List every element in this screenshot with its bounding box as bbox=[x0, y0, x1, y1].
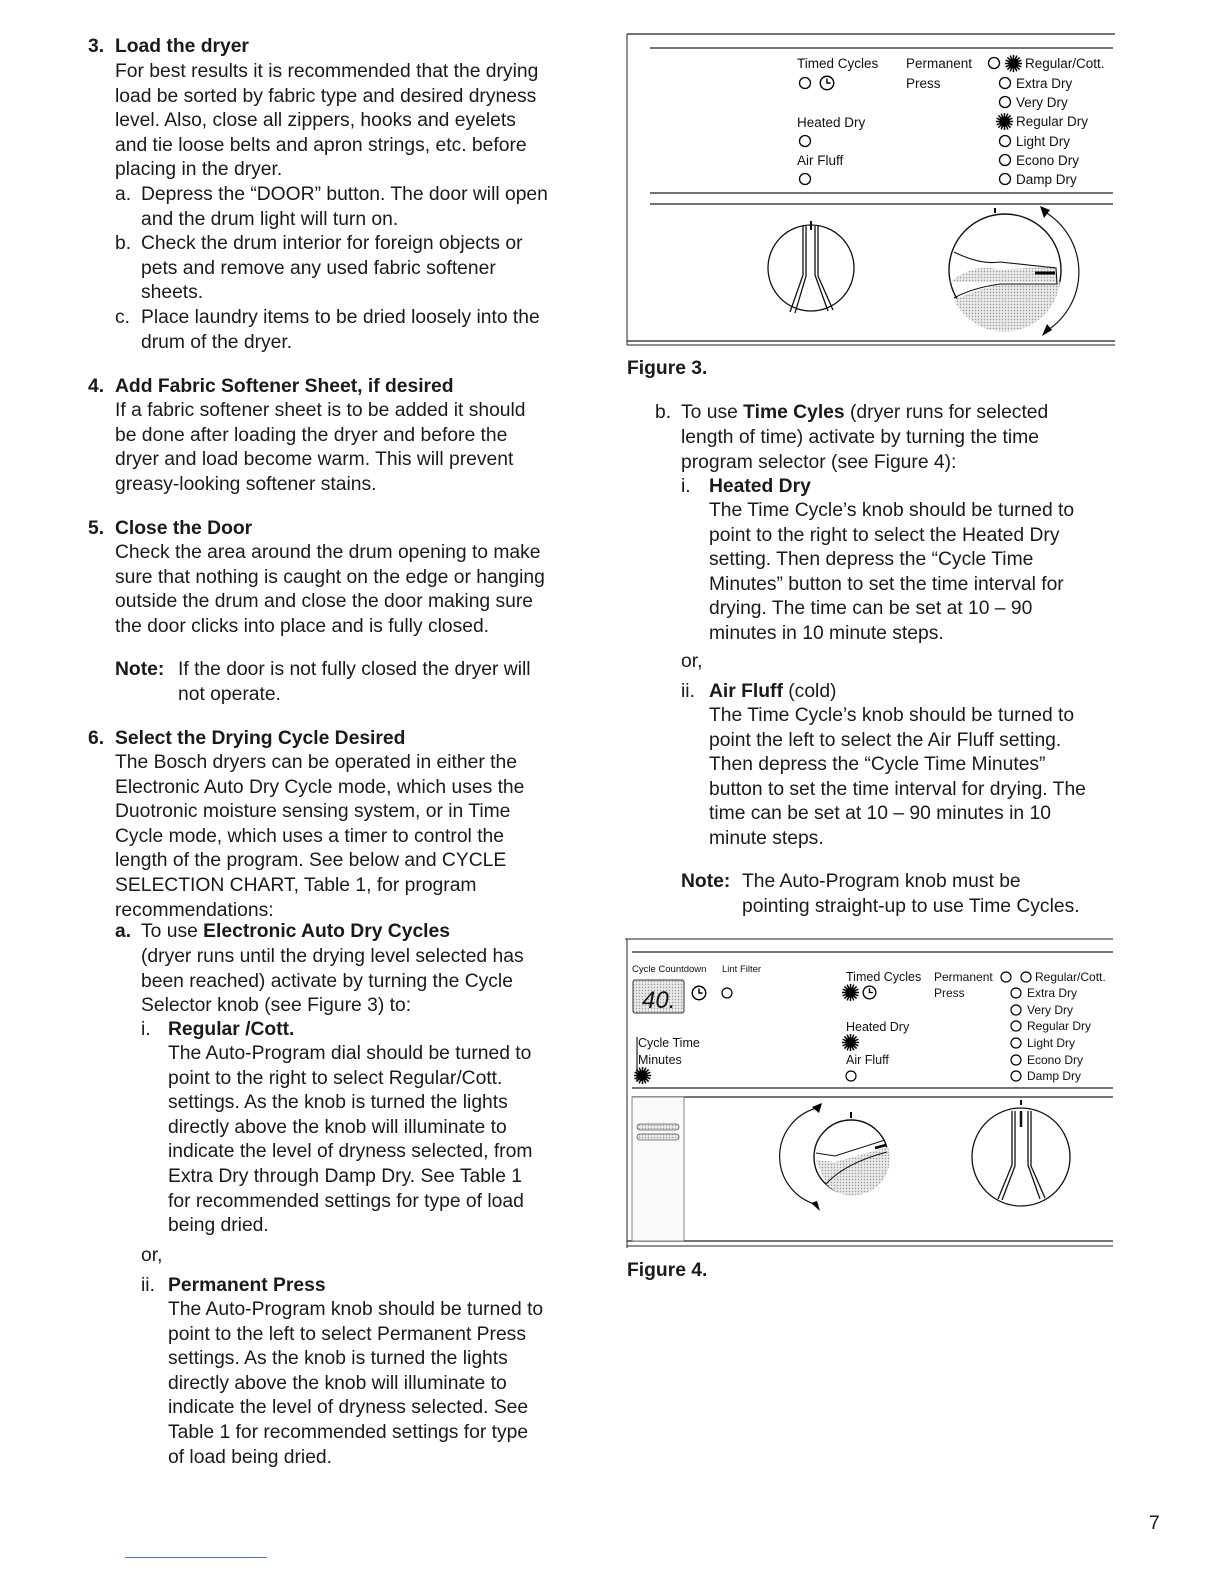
item-body: The Time Cycle’s knob should be turned to point the left to select the Air Fluff setting. Then depress the “Cycle Time Minutes” button to set the time interval for drying. The time can be set at 10 – 90 minutes in 10 minute steps. bbox=[709, 705, 1086, 849]
dryness-level-list bbox=[1011, 986, 1091, 1083]
clock-icon bbox=[863, 986, 876, 999]
time-cycle-knob-icon bbox=[768, 221, 854, 313]
level-label: Regular Dry bbox=[1027, 1019, 1092, 1033]
label-permanent: Permanent bbox=[934, 970, 993, 984]
dryness-level-list bbox=[996, 76, 1088, 187]
section-body: For best results it is recommended that the drying load be sorted by fabric type and desired dryness level. Also, close all zippers, hooks and eyelets and tie loose belts and apron strings, etc. before placing in the dryer. bbox=[115, 61, 539, 181]
figure-3-control-panel bbox=[620, 30, 1120, 350]
label-heated-dry: Heated Dry bbox=[797, 115, 866, 130]
label-press: Press bbox=[934, 986, 965, 1000]
bold-term: Electronic Auto Dry Cycles bbox=[203, 921, 450, 942]
list-item: Depress the “DOOR” button. The door will open and the drum light will turn on. bbox=[141, 184, 548, 230]
label-cycle-time: Cycle Time bbox=[638, 1036, 700, 1050]
figure-4-control-panel bbox=[620, 935, 1120, 1255]
indicator-light-icon bbox=[1000, 78, 1011, 89]
indicator-light-icon bbox=[1000, 155, 1011, 166]
lit-indicator-icon bbox=[996, 113, 1013, 130]
section-heading-close-door: Close the Door bbox=[115, 518, 253, 539]
list-marker: i. bbox=[141, 1019, 151, 1040]
indicator-light-icon bbox=[989, 58, 1000, 69]
lit-indicator-icon bbox=[634, 1067, 651, 1084]
level-label: Very Dry bbox=[1016, 95, 1068, 110]
step-number: 4. bbox=[88, 376, 105, 397]
auto-program-knob-icon bbox=[949, 206, 1079, 336]
list-marker: a. bbox=[115, 921, 132, 942]
label-timed-cycles: Timed Cycles bbox=[797, 56, 879, 71]
indicator-light-icon bbox=[846, 1071, 856, 1081]
section-heading-drying-cycle: Select the Drying Cycle Desired bbox=[115, 728, 406, 749]
level-label: Very Dry bbox=[1027, 1003, 1074, 1017]
step-number: 6. bbox=[88, 728, 105, 749]
note-body: The Auto-Program knob must be pointing straight-up to use Time Cycles. bbox=[742, 871, 1080, 917]
label-timed-cycles: Timed Cycles bbox=[846, 970, 922, 984]
figure-4-caption: Figure 4. bbox=[627, 1260, 708, 1281]
level-label: Light Dry bbox=[1027, 1036, 1076, 1050]
text: To use bbox=[141, 921, 204, 942]
level-label: Regular Dry bbox=[1016, 114, 1089, 129]
subsection-body: length of time) activate by turning the time program selector (see Figure 4): bbox=[681, 427, 1039, 473]
item-body: The Auto-Program knob should be turned to point to the left to select Permanent Press settings. As the knob is turned the lights directly above the knob will illuminate to indicate the level of dryness selected. See Table 1 for recommended settings for type of load being dried. bbox=[168, 1299, 544, 1468]
list-marker: ii. bbox=[681, 681, 695, 702]
list-marker: ii. bbox=[141, 1275, 155, 1296]
indicator-light-icon bbox=[1011, 988, 1021, 998]
section-body: Check the area around the drum opening to make sure that nothing is caught on the edge or hanging outside the drum and close the door making sure the door clicks into place and is fully closed. bbox=[115, 542, 545, 637]
label-heated-dry: Heated Dry bbox=[846, 1020, 910, 1034]
label-cycle-countdown: Cycle Countdown bbox=[632, 964, 707, 975]
label-air-fluff: Air Fluff bbox=[846, 1053, 889, 1067]
note-text bbox=[742, 870, 1080, 919]
indicator-light-icon bbox=[1011, 1021, 1021, 1031]
label-permanent: Permanent bbox=[906, 56, 973, 71]
list-marker: c. bbox=[115, 307, 130, 328]
indicator-light-icon bbox=[1001, 972, 1011, 982]
indicator-light-icon bbox=[1021, 972, 1031, 982]
list-marker: i. bbox=[681, 476, 691, 497]
note-text bbox=[178, 658, 531, 707]
item-heading: Heated Dry bbox=[709, 476, 811, 497]
lint-filter-light-icon bbox=[722, 988, 732, 998]
list-marker: b. bbox=[115, 233, 132, 254]
indicator-light-icon bbox=[1000, 97, 1011, 108]
clock-icon bbox=[820, 76, 834, 90]
lit-indicator-icon bbox=[842, 984, 859, 1001]
auto-program-knob-icon bbox=[780, 1103, 890, 1211]
item-body: The Auto-Program dial should be turned to point to the right to select Regular/Cott. settings. As the knob is turned the lights directly above the knob will illuminate to indicate the level of dryness selected, from Extra Dry through Damp Dry. See Table 1 for recommended settings for type of load being dried. bbox=[168, 1043, 533, 1237]
item-heading bbox=[709, 680, 836, 705]
indicator-light-icon bbox=[1011, 1038, 1021, 1048]
section-heading-fabric-softener: Add Fabric Softener Sheet, if desired bbox=[115, 376, 454, 397]
indicator-light-icon bbox=[1011, 1005, 1021, 1015]
label-press: Press bbox=[906, 76, 941, 91]
footer-divider bbox=[125, 1557, 267, 1558]
list-marker: a. bbox=[115, 184, 132, 205]
indicator-light-icon bbox=[1011, 1055, 1021, 1065]
indicator-light-icon bbox=[1000, 136, 1011, 147]
level-label: Extra Dry bbox=[1016, 76, 1073, 91]
door-handle-panel bbox=[632, 1097, 684, 1241]
label-regular-cott: Regular/Cott. bbox=[1035, 970, 1106, 984]
time-cycle-knob-icon bbox=[972, 1100, 1070, 1206]
indicator-light-icon bbox=[1011, 1071, 1021, 1081]
item-body: The Time Cycle’s knob should be turned to point to the right to select the Heated Dry setting. Then depress the “Cycle Time Minutes” button to set the time interval for drying. The time can be set at 10 – 90 minutes in 10 minute steps. bbox=[709, 500, 1075, 644]
item-heading: Regular /Cott. bbox=[168, 1019, 295, 1040]
or-text: or, bbox=[681, 651, 703, 672]
text: To use bbox=[681, 402, 744, 423]
indicator-light-icon bbox=[800, 78, 811, 89]
or-text: or, bbox=[141, 1245, 163, 1266]
list-item: Check the drum interior for foreign objects or pets and remove any used fabric softener sheets. bbox=[141, 233, 523, 304]
figure-3-caption: Figure 3. bbox=[627, 358, 708, 379]
section-heading-load-dryer: Load the dryer bbox=[115, 36, 249, 57]
note-label: Note: bbox=[115, 659, 165, 680]
label-air-fluff: Air Fluff bbox=[797, 153, 844, 168]
label-regular-cott: Regular/Cott. bbox=[1025, 56, 1105, 71]
lit-indicator-icon bbox=[1005, 55, 1022, 72]
subsection-body: (dryer runs until the drying level selected has been reached) activate by turning the Cycle Selector knob (see Figure 3) to: bbox=[141, 946, 524, 1017]
note-body: If the door is not fully closed the dryer will not operate. bbox=[178, 659, 531, 705]
level-label: Light Dry bbox=[1016, 134, 1071, 149]
subsection-heading bbox=[141, 920, 450, 945]
level-label: Damp Dry bbox=[1016, 172, 1077, 187]
bold-term: Time Cyles bbox=[743, 402, 845, 423]
level-label: Econo Dry bbox=[1027, 1053, 1084, 1067]
level-label: Damp Dry bbox=[1027, 1069, 1082, 1083]
subsection-heading bbox=[681, 401, 1048, 426]
text: (dryer runs for selected bbox=[844, 402, 1049, 423]
display-value: 40. bbox=[642, 987, 676, 1014]
indicator-light-icon bbox=[800, 174, 811, 185]
bold-term: Air Fluff bbox=[709, 681, 783, 702]
lit-indicator-icon bbox=[842, 1034, 859, 1051]
list-marker: b. bbox=[655, 402, 672, 423]
label-lint-filter: Lint Filter bbox=[722, 964, 762, 975]
label-minutes: Minutes bbox=[638, 1053, 682, 1067]
step-number: 5. bbox=[88, 518, 105, 539]
section-body: The Bosch dryers can be operated in either the Electronic Auto Dry Cycle mode, which uses the Duotronic moisture sensing system, or in Time Cycle mode, which uses a timer to control the length of the program. See below and CYCLE SELECTION CHART, Table 1, for program recommendations: bbox=[115, 752, 525, 921]
step-number: 3. bbox=[88, 36, 105, 57]
text: (cold) bbox=[782, 681, 837, 702]
level-label: Econo Dry bbox=[1016, 153, 1080, 168]
list-item: Place laundry items to be dried loosely into the drum of the dryer. bbox=[141, 307, 540, 353]
note-label: Note: bbox=[681, 871, 731, 892]
level-label: Extra Dry bbox=[1027, 986, 1078, 1000]
page-number: 7 bbox=[1149, 1513, 1160, 1534]
item-heading: Permanent Press bbox=[168, 1275, 326, 1296]
clock-icon bbox=[692, 986, 706, 1000]
indicator-light-icon bbox=[1000, 174, 1011, 185]
section-body: If a fabric softener sheet is to be added it should be done after loading the dryer and before the dryer and load become warm. This will prevent greasy-looking softener stains. bbox=[115, 400, 526, 495]
indicator-light-icon bbox=[800, 136, 811, 147]
